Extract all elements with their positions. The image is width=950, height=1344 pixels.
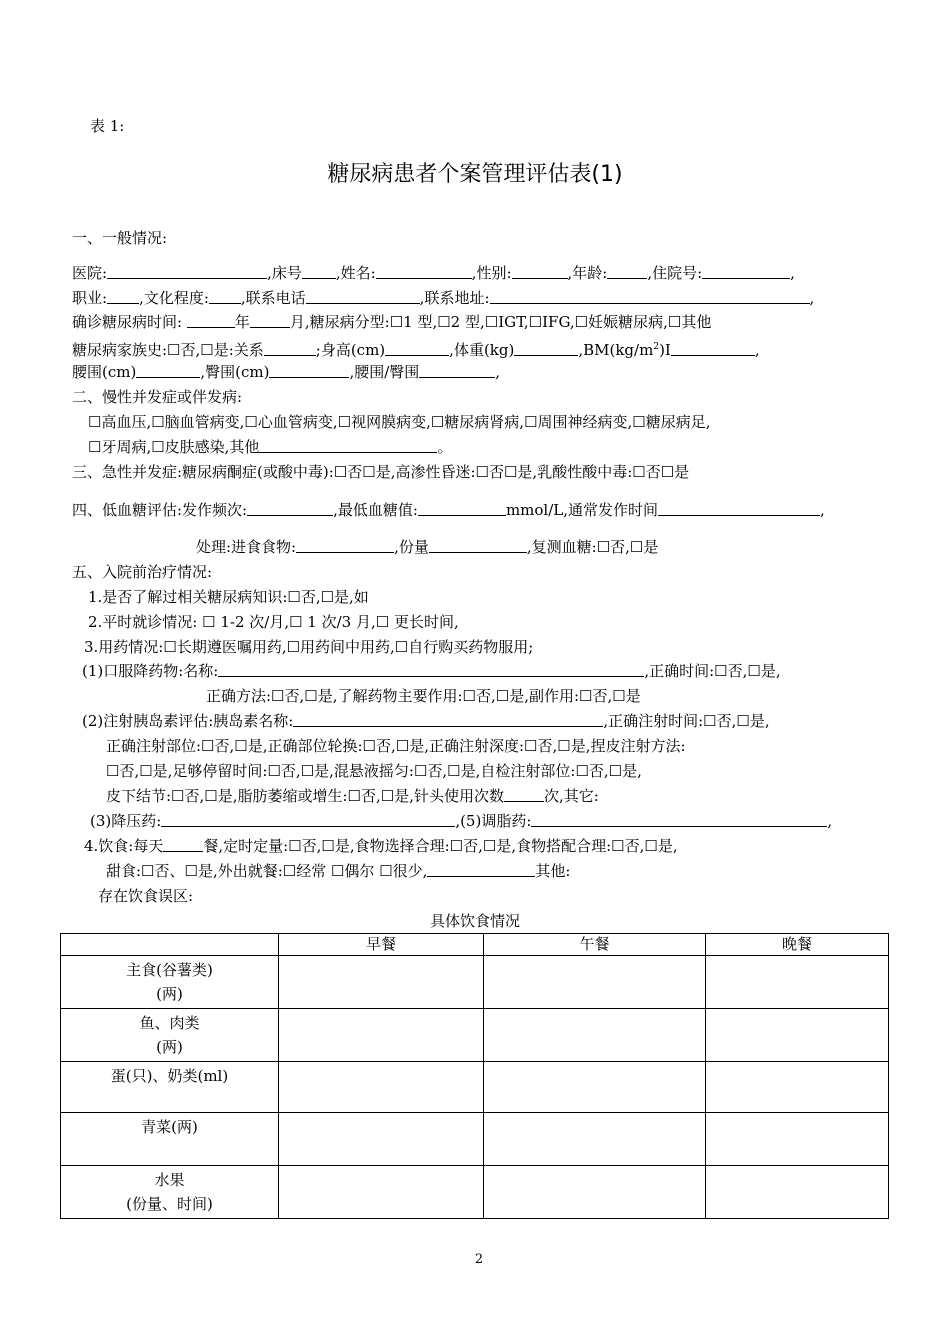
usual-episode-time-field[interactable] <box>658 500 820 516</box>
diet-table-caption: 具体饮食情况 <box>429 912 520 930</box>
section-2-heading: 二、慢性并发症或伴发病: <box>72 388 243 406</box>
visit-frequency-question[interactable]: 2.平时就诊情况: ☐ 1-2 次/月,☐ 1 次/3 月,☐ 更长时间, <box>88 613 459 631</box>
lipid-drug-field[interactable] <box>531 811 827 827</box>
hypoglycemia-line-1: 四、低血糖评估:发作频次: ,最低血糖值: mmol/L,通常发作时间 , <box>72 501 825 519</box>
relation-field[interactable] <box>264 340 316 356</box>
table-cell[interactable] <box>279 1009 484 1062</box>
table-cell[interactable] <box>706 956 889 1009</box>
acute-complications-line[interactable]: 三、急性并发症:糖尿病酮症(或酸中毒):☐否☐是,高渗性昏迷:☐否☐是,乳酸性酸中毒:☐否☐是 <box>72 463 690 481</box>
table-cell[interactable] <box>706 1062 889 1113</box>
table-row <box>61 1062 889 1113</box>
meals-per-day-field[interactable] <box>163 836 203 852</box>
general-info-line-5: 腰围(cm) ,臀围(cm) ,腰围/臀围 , <box>72 363 501 381</box>
insulin-name-field[interactable] <box>293 711 603 727</box>
table-row <box>61 1113 889 1166</box>
row-label: 青菜(两) <box>61 1113 279 1166</box>
phone-field[interactable] <box>306 288 420 304</box>
episode-frequency-field[interactable] <box>247 500 333 516</box>
knowledge-question[interactable]: 1.是否了解过相关糖尿病知识:☐否,☐是,如 <box>88 588 369 606</box>
admission-number-field[interactable] <box>702 263 790 279</box>
diagnosis-month-field[interactable] <box>250 312 290 328</box>
oral-drug-line-1: (1)口服降药物:名称: ,正确时间:☐否,☐是, <box>82 662 781 680</box>
medication-question[interactable]: 3.用药情况:☐长期遵医嘱用药,☐用药间中用药,☐自行购买药物服用; <box>84 638 534 656</box>
diet-line-2: 甜食:☐否、☐是,外出就餐:☐经常 ☐偶尔 ☐很少, 其他: <box>106 862 571 880</box>
needle-use-count-field[interactable] <box>504 786 544 802</box>
row-label: 水果 (份量、时间) <box>61 1166 279 1219</box>
address-field[interactable] <box>490 288 810 304</box>
column-header-dinner: 晚餐 <box>706 934 889 956</box>
insulin-line-4: 皮下结节:☐否,☐是,脂肪萎缩或增生:☐否,☐是,针头使用次数 次,其它: <box>106 787 599 805</box>
column-header-lunch: 午餐 <box>484 934 706 956</box>
diet-misconception-label: 存在饮食误区: <box>98 887 194 905</box>
chronic-complications-line-1[interactable]: ☐高血压,☐脑血管病变,☐心血管病变,☐视网膜病变,☐糖尿病肾病,☐周围神经病变,☐糖尿病足, <box>88 413 711 431</box>
section-1-heading: 一、一般情况: <box>72 229 168 247</box>
table-cell[interactable] <box>484 1113 706 1166</box>
hip-field[interactable] <box>269 362 349 378</box>
page-title: 糖尿病患者个案管理评估表(1) <box>327 162 623 187</box>
bmi-field[interactable] <box>671 340 755 356</box>
column-header-breakfast: 早餐 <box>279 934 484 956</box>
table-cell[interactable] <box>279 1062 484 1113</box>
diet-line-1: 4.饮食:每天 餐,定时定量:☐否,☐是,食物选择合理:☐否,☐是,食物搭配合理:☐否,☐是, <box>84 837 678 855</box>
table-cell[interactable] <box>706 1009 889 1062</box>
table-cell[interactable] <box>484 1062 706 1113</box>
table-row <box>61 956 889 1009</box>
row-label: 鱼、肉类 (两) <box>61 1009 279 1062</box>
other-complication-field[interactable] <box>259 437 437 453</box>
table-cell[interactable] <box>484 1166 706 1219</box>
table-cell[interactable] <box>706 1113 889 1166</box>
table-cell[interactable] <box>706 1166 889 1219</box>
oral-drug-name-field[interactable] <box>218 661 644 677</box>
general-info-line-1: 医院: ,床号 ,姓名: ,性别: ,年龄: ,住院号: , <box>72 264 795 282</box>
oral-drug-line-2[interactable]: 正确方法:☐否,☐是,了解药物主要作用:☐否,☐是,副作用:☐否,☐是 <box>206 687 641 705</box>
table-cell[interactable] <box>279 1113 484 1166</box>
portion-field[interactable] <box>429 537 527 553</box>
bp-drug-field[interactable] <box>161 811 455 827</box>
table-cell[interactable] <box>484 956 706 1009</box>
food-eaten-field[interactable] <box>296 537 394 553</box>
row-label: 主食(谷薯类) (两) <box>61 956 279 1009</box>
gender-field[interactable] <box>512 263 568 279</box>
waist-hip-ratio-field[interactable] <box>419 362 495 378</box>
general-info-line-2: 职业: ,文化程度: ,联系电话 ,联系地址: , <box>72 289 815 307</box>
diet-table <box>60 933 889 1219</box>
lowest-glucose-field[interactable] <box>418 500 506 516</box>
general-info-line-4: 糖尿病家族史:☐否,☐是:关系 ;身高(cm) ,体重(kg) $,BM(kg/m^2)I$ , <box>72 341 760 359</box>
table-row <box>61 1166 889 1219</box>
insulin-line-3[interactable]: ☐否,☐是,足够停留时间:☐否,☐是,混悬液摇匀:☐否,☐是,自检注射部位:☐否,☐是, <box>106 762 642 780</box>
table-cell[interactable] <box>279 956 484 1009</box>
chronic-complications-line-2: ☐牙周病,☐皮肤感染,其他 。 <box>88 438 453 456</box>
age-field[interactable] <box>607 263 647 279</box>
column-header <box>61 934 279 956</box>
section-5-heading: 五、入院前治疗情况: <box>72 563 213 581</box>
table-cell[interactable] <box>279 1166 484 1219</box>
table-label: 表 1: <box>90 117 125 135</box>
weight-field[interactable] <box>514 340 578 356</box>
row-label: 蛋(只)、奶类(ml) <box>61 1062 279 1113</box>
bed-number-field[interactable] <box>302 263 336 279</box>
table-header-row <box>61 934 889 956</box>
insulin-line-1: (2)注射胰岛素评估:胰岛素名称: ,正确注射时间:☐否,☐是, <box>82 712 770 730</box>
bp-lipid-drug-line: (3)降压药: ,(5)调脂药: , <box>90 812 833 830</box>
diagnosis-year-field[interactable] <box>187 312 235 328</box>
name-field[interactable] <box>376 263 472 279</box>
waist-field[interactable] <box>136 362 200 378</box>
insulin-line-2[interactable]: 正确注射部位:☐否,☐是,正确部位轮换:☐否,☐是,正确注射深度:☐否,☐是,捏皮注射方法: <box>106 737 686 755</box>
occupation-field[interactable] <box>107 288 139 304</box>
height-field[interactable] <box>385 340 449 356</box>
education-field[interactable] <box>209 288 241 304</box>
hospital-field[interactable] <box>107 263 267 279</box>
table-row <box>61 1009 889 1062</box>
hypoglycemia-line-2: 处理:进食食物: ,份量 ,复测血糖:☐否,☐是 <box>196 538 659 556</box>
table-cell[interactable] <box>484 1009 706 1062</box>
general-info-line-3: 确诊糖尿病时间: 年 月,糖尿病分型:☐1 型,☐2 型,☐IGT,☐IFG,☐妊娠糖尿病,☐其他 <box>72 313 712 331</box>
dining-other-field[interactable] <box>427 861 535 877</box>
page-number: 2 <box>474 1252 484 1267</box>
